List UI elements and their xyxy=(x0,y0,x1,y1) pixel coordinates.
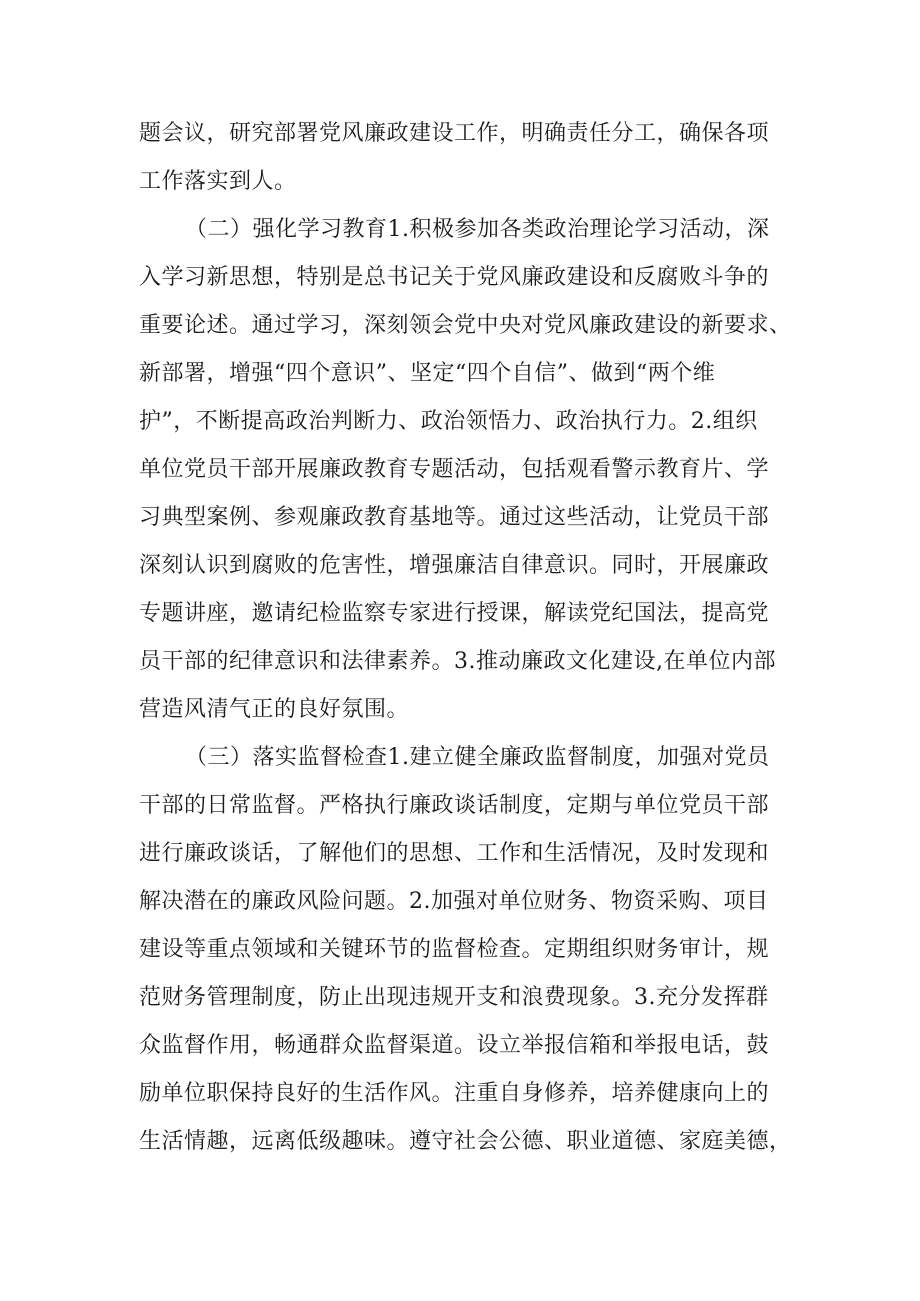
text-line: 入学习新思想，特别是总书记关于党风廉政建设和反腐败斗争的 xyxy=(139,265,770,290)
text-line: 建设等重点领域和关键环节的监督检查。定期组织财务审计，规 xyxy=(139,937,770,962)
text-line: 员干部的纪律意识和法律素养。3.推动廉政文化建设,在单位内部 xyxy=(139,649,776,674)
text-line: 众监督作用，畅通群众监督渠道。设立举报信箱和举报电话，鼓 xyxy=(139,1033,770,1058)
text-line: 营造风清气正的良好氛围。 xyxy=(139,697,410,722)
text-line: 重要论述。通过学习，深刻领会党中央对党风廉政建设的新要求、 xyxy=(139,313,792,338)
paragraph-heading-line: （三）落实监督检查1.建立健全廉政监督制度，加强对党员 xyxy=(185,745,770,770)
text-line: 单位党员干部开展廉政教育专题活动，包括观看警示教育片、学 xyxy=(139,457,770,482)
text-line: 励单位职保持良好的生活作风。注重自身修养，培养健康向上的 xyxy=(139,1081,770,1106)
text-line: 解决潜在的廉政风险问题。2.加强对单位财务、物资采购、项目 xyxy=(139,889,769,914)
paragraph-heading-line: （二）强化学习教育1.积极参加各类政治理论学习活动，深 xyxy=(185,217,770,242)
text-line: 专题讲座，邀请纪检监察专家进行授课，解读党纪国法，提高党 xyxy=(139,601,770,626)
text-line: 习典型案例、参观廉政教育基地等。通过这些活动，让党员干部 xyxy=(139,505,770,530)
text-line: 生活情趣，远离低级趣味。遵守社会公德、职业道德、家庭美德， xyxy=(139,1129,792,1154)
text-line: 题会议，研究部署党风廉政建设工作，明确责任分工，确保各项 xyxy=(139,121,770,146)
text-line: 护”，不断提高政治判断力、政治领悟力、政治执行力。2.组织 xyxy=(139,409,758,434)
text-line: 进行廉政谈话，了解他们的思想、工作和生活情况，及时发现和 xyxy=(139,841,770,866)
text-line: 工作落实到人。 xyxy=(139,169,297,194)
text-line: 深刻认识到腐败的危害性，增强廉洁自律意识。同时，开展廉政 xyxy=(139,553,770,578)
text-line: 干部的日常监督。严格执行廉政谈话制度，定期与单位党员干部 xyxy=(139,793,770,818)
text-line: 新部署，增强“四个意识”、坚定“四个自信”、做到“两个维 xyxy=(139,361,716,386)
text-line: 范财务管理制度，防止出现违规开支和浪费现象。3.充分发挥群 xyxy=(139,985,769,1010)
